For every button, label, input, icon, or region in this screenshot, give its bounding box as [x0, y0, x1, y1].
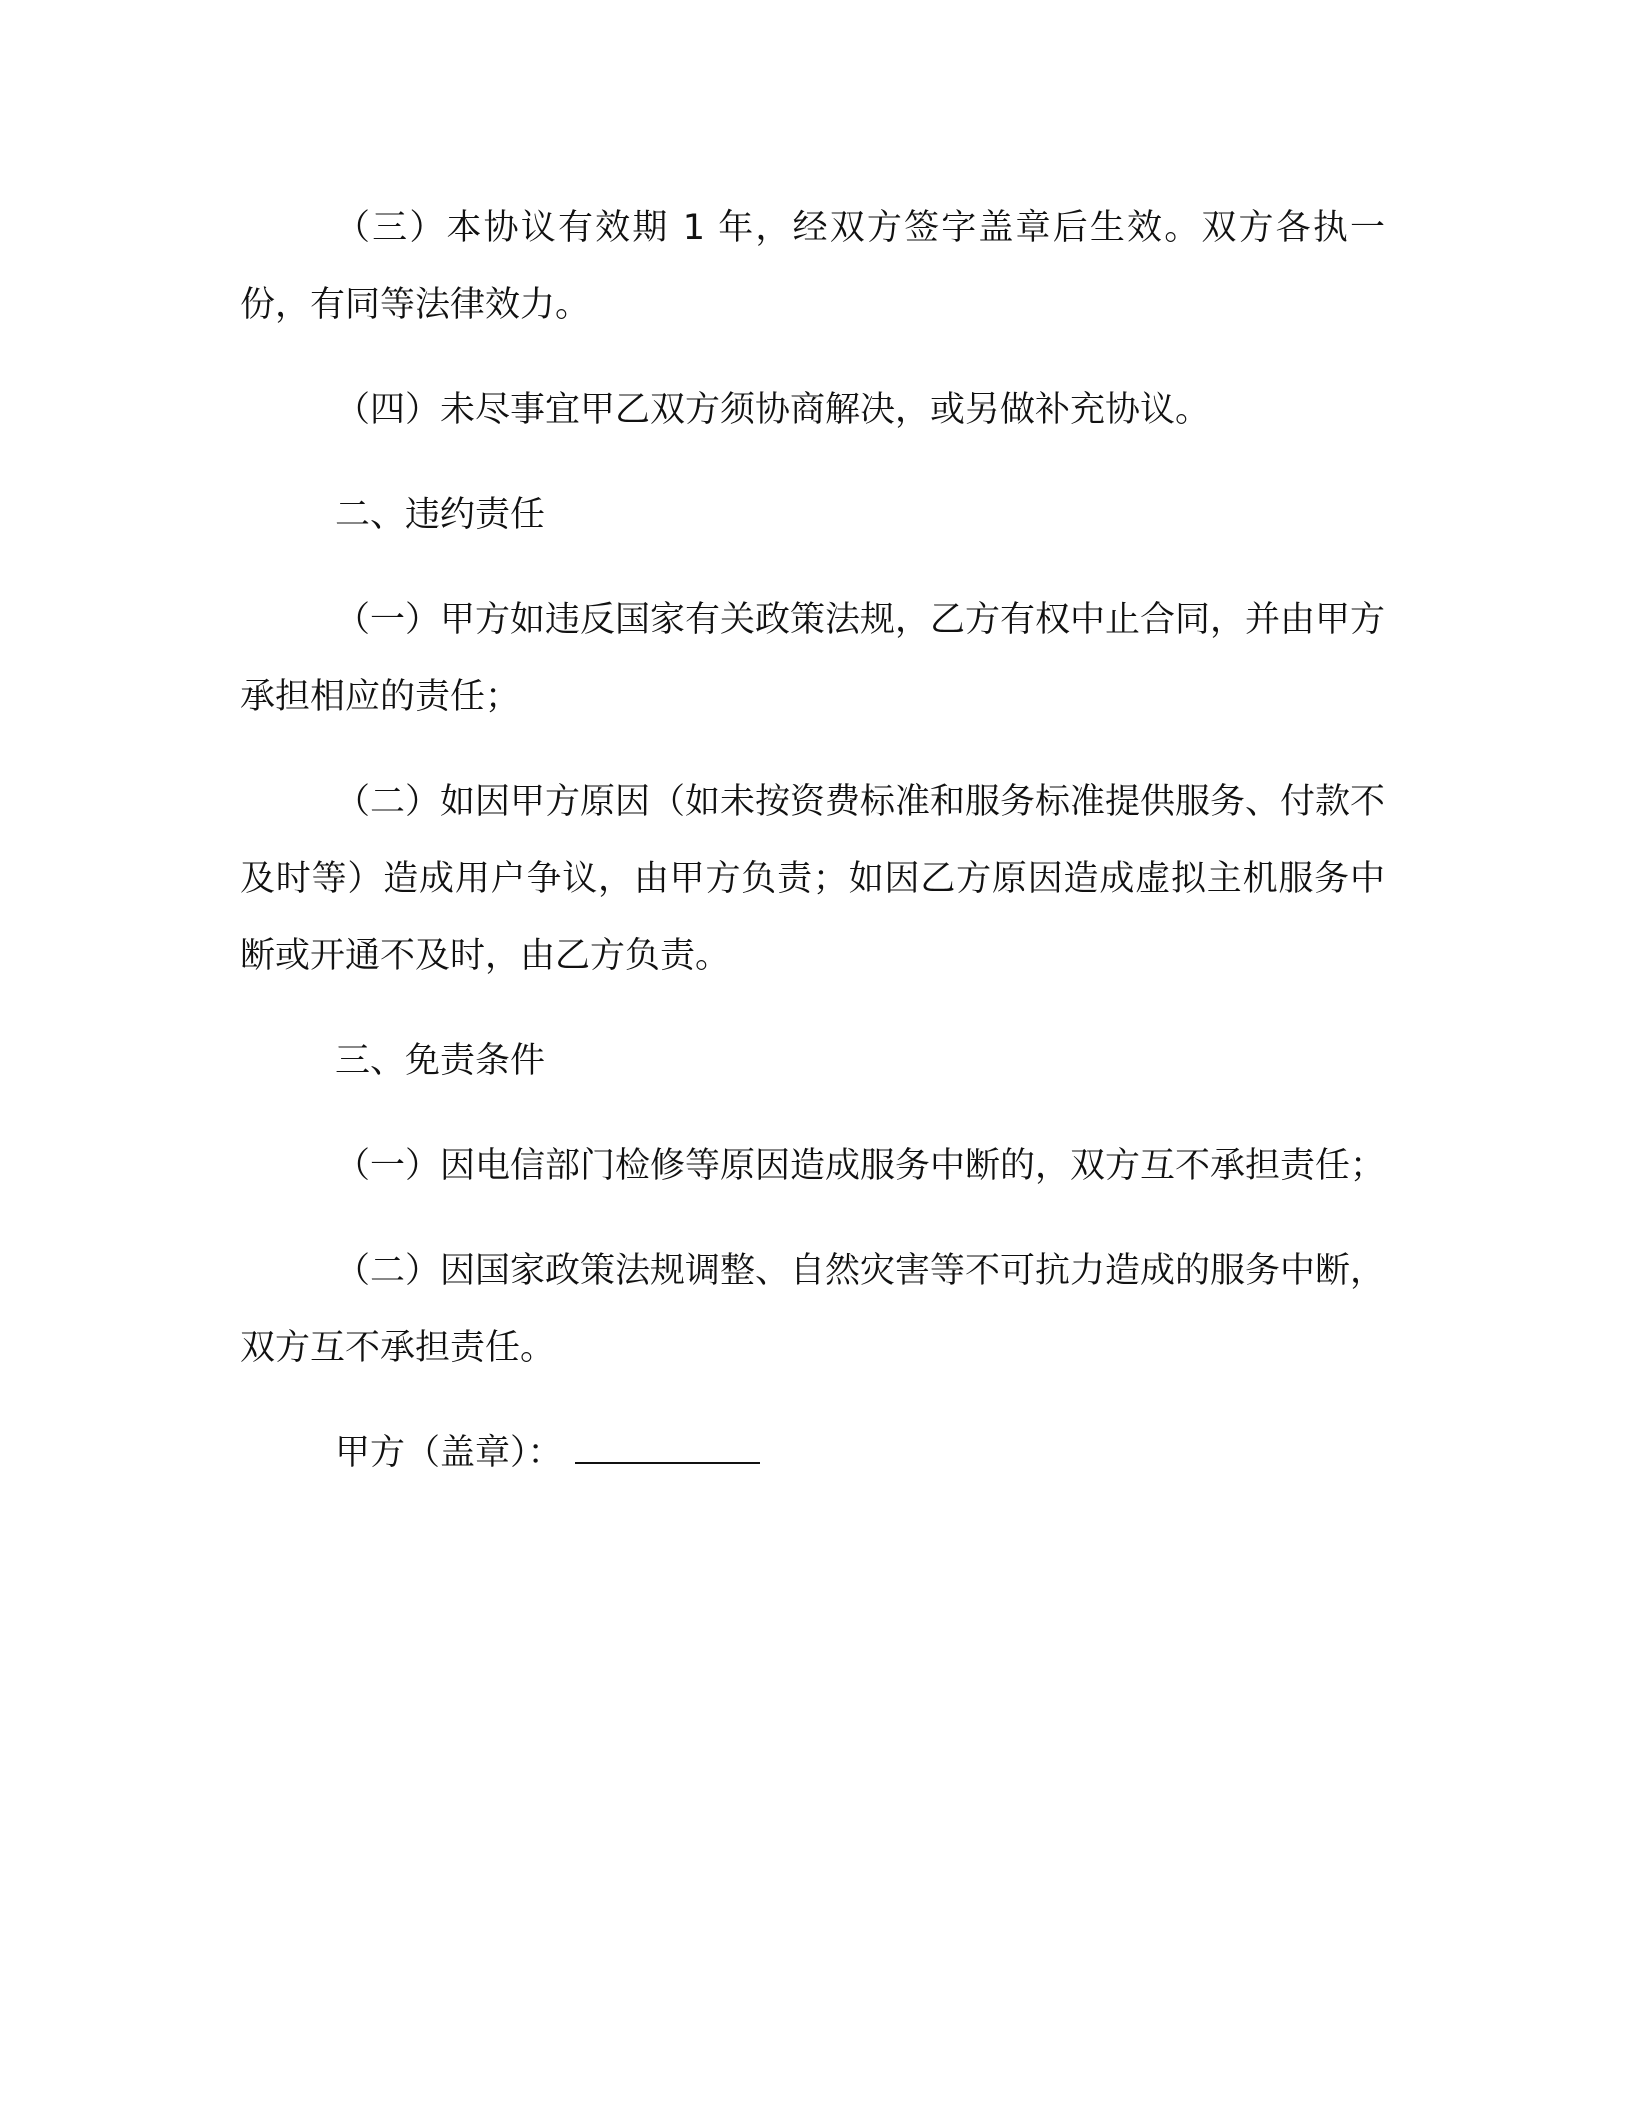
exemption-clause-2: （二）因国家政策法规调整、自然灾害等不可抗力造成的服务中断，双方互不承担责任。	[240, 1251, 1386, 1368]
liability-clause-1: （一）甲方如违反国家有关政策法规，乙方有权中止合同，并由甲方承担相应的责任；	[240, 600, 1386, 717]
party-a-signature-line	[240, 1415, 1385, 1492]
clause-3-validity: （三）本协议有效期 1 年，经双方签字盖章后生效。双方各执一份，有同等法律效力。	[240, 208, 1385, 325]
party-a-signature-label: 甲方（盖章）：	[335, 1433, 563, 1473]
liability-clause-2: （二）如因甲方原因（如未按资费标准和服务标准提供服务、付款不及时等）造成用户争议，由甲方负责；如因乙方原因造成虚拟主机服务中断或开通不及时，由乙方负责。	[240, 782, 1386, 976]
section-heading-liability: 二、违约责任	[335, 495, 546, 535]
exemption-clause-1: （一）因电信部门检修等原因造成服务中断的，双方互不承担责任；	[335, 1146, 1386, 1186]
signature-blank	[575, 1432, 760, 1464]
section-heading-exemption: 三、免责条件	[335, 1041, 546, 1081]
clause-4-supplement: （四）未尽事宜甲乙双方须协商解决，或另做补充协议。	[335, 390, 1211, 430]
document-body	[240, 190, 1385, 1492]
